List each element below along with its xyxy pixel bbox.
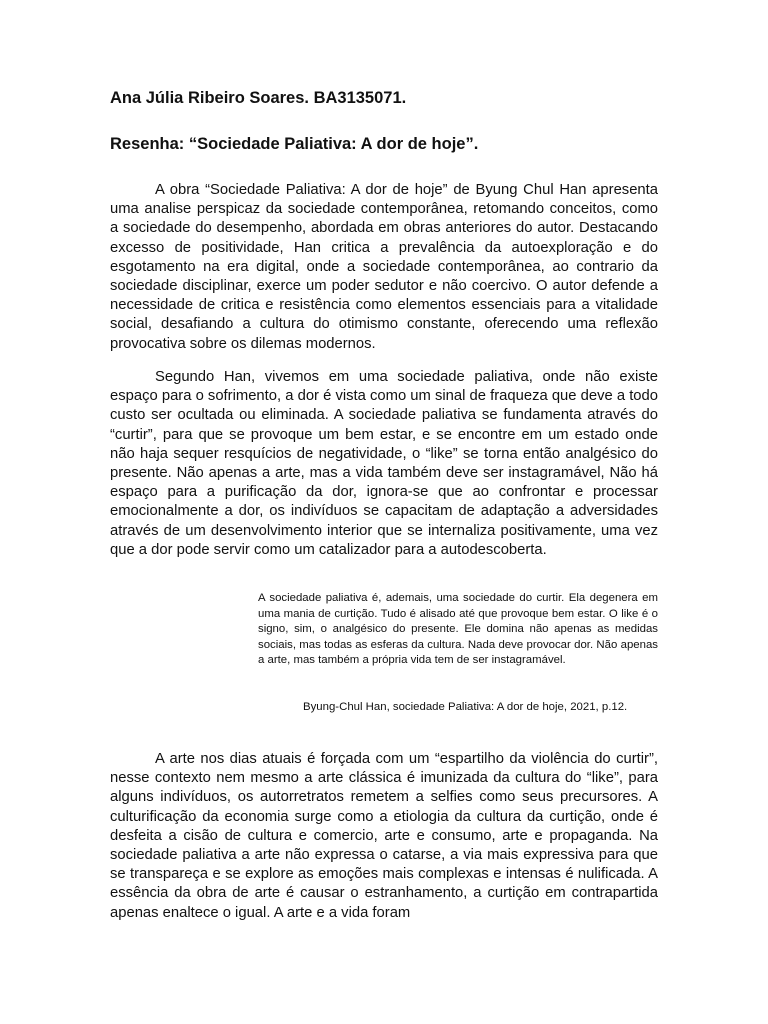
block-quote: A sociedade paliativa é, ademais, uma sociedade do curtir. Ela degenera em uma mania de curtição. Tudo é alisado até que provoque bem estar. O like é o signo, sim, o analgésico do presente. Ele domina não apenas as medidas sociais, mas todas as esferas da cultura. Nada deve provocar dor. Não apenas a arte, mas também a própria vida tem de ser instagramável.: [258, 592, 658, 667]
paragraph-3: A arte nos dias atuais é forçada com um “espartilho da violência do curtir”, nesse contexto nem mesmo a arte clássica é imunizada da cultura do “like”, para alguns indivíduos, os autorretratos remetem a selfies como seus precursores. A culturificação da economia surge como a etiologia da cultura da curtição, onde é desfeita a cisão de cultura e comercio, arte e consumo, arte e propaganda. Na sociedade paliativa a arte não expressa o catarse, a via mais expressiva para que se transpareça e se explore as emoções mais complexas e intensas é nulificada. A essência da obra de arte é causar o estranhamento, a curtição em contrapartida apenas enaltece o igual. A arte e a vida foram: [110, 751, 658, 921]
quote-citation: Byung-Chul Han, sociedade Paliativa: A dor de hoje, 2021, p.12.: [303, 701, 628, 713]
paragraph-1: A obra “Sociedade Paliativa: A dor de hoje” de Byung Chul Han apresenta uma analise perspicaz da sociedade contemporânea, retomando conceitos, como a sociedade do desempenho, abordada em obras anteriores do autor. Destacando excesso de positividade, Han critica a prevalência da autoexploração e do esgotamento na era digital, onde a sociedade contemporânea, ao contrario da sociedade disciplinar, exerce um poder sedutor e não coercivo. O autor defende a necessidade de critica e resistência como elementos essenciais para a vitalidade social, desafiando a cultura do otimismo constante, oferecendo uma reflexão provocativa sobre os dilemas modernos.: [110, 182, 658, 352]
review-title: Resenha: “Sociedade Paliativa: A dor de hoje”.: [110, 135, 479, 153]
author-line: Ana Júlia Ribeiro Soares. BA3135071.: [110, 89, 407, 107]
paragraph-2: Segundo Han, vivemos em uma sociedade paliativa, onde não existe espaço para o sofrimento, a dor é vista como um sinal de fraqueza que deve a todo custo ser ocultada ou eliminada. A sociedade paliativa se fundamenta através do “curtir”, para que se provoque um bem estar, e se encontre em um estado onde não haja sequer resquícios de negatividade, o “like” se torna então analgésico do presente. Não apenas a arte, mas a vida também deve ser instagramável, Não há espaço para a purificação da dor, ignora-se que ao confrontar e processar emocionalmente a dor, os indivíduos se capacitam de adaptação a adversidades através de um desenvolvimento interior que se internaliza positivamente, uma vez que a dor pode servir como um catalizador para a autodescoberta.: [110, 369, 658, 558]
